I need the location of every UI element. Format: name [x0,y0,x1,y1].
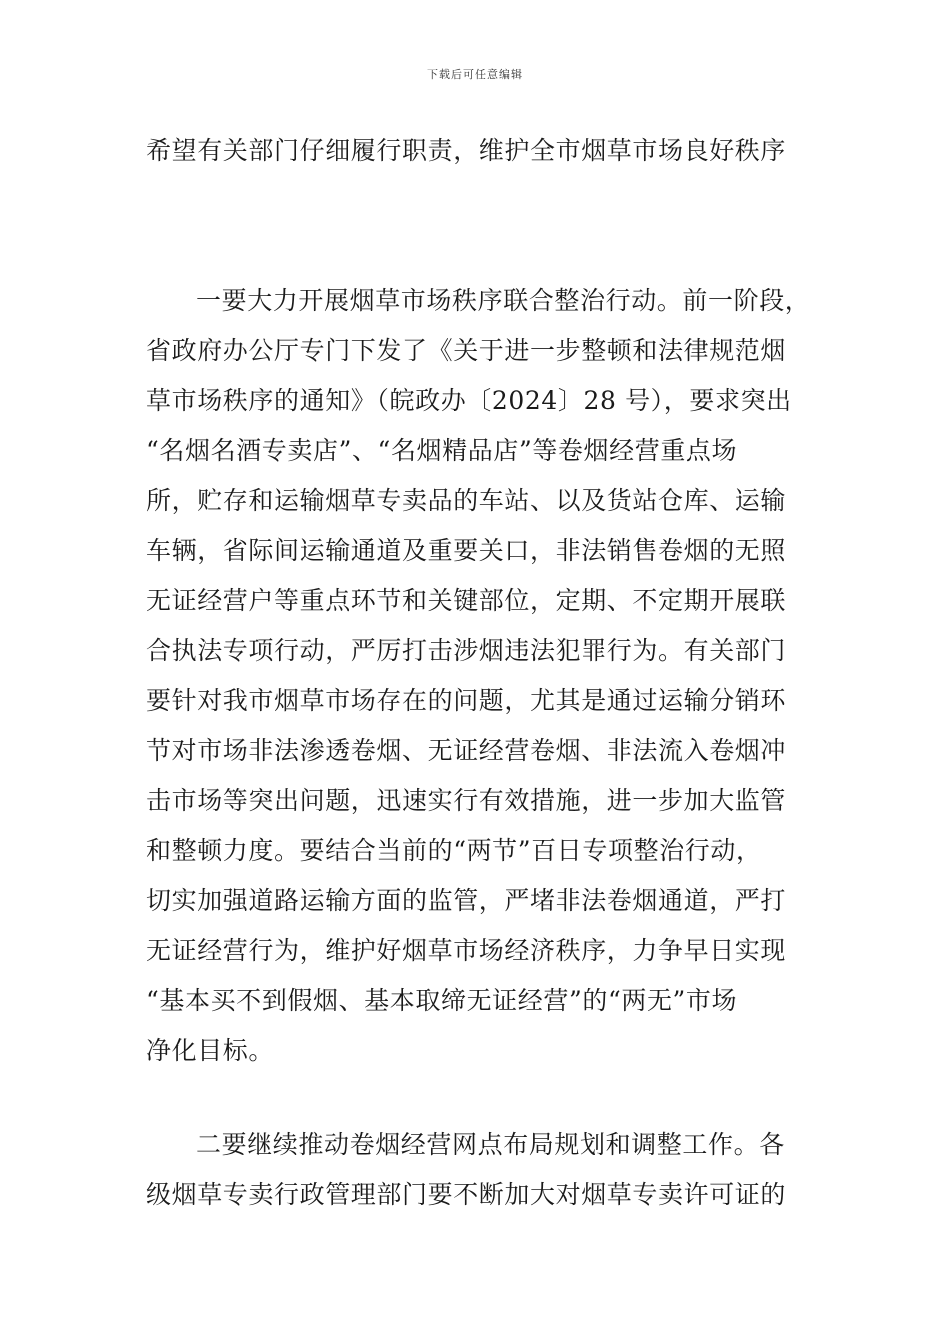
paragraph1-line: “基本买不到假烟、基本取缔无证经营”的“两无”市场 [146,986,738,1015]
paragraph1-line: 节对市场非法渗透卷烟、无证经营卷烟、非法流入卷烟冲 [146,736,787,765]
paragraph1-line: 要针对我市烟草市场存在的问题，尤其是通过运输分销环 [146,686,787,715]
header-note: 下载后可任意编辑 [427,68,523,81]
paragraph1-line: 无证经营行为，维护好烟草市场经济秩序，力争早日实现 [146,936,787,965]
paragraph1-line: 切实加强道路运输方面的监管，严堵非法卷烟通道，严打 [146,886,787,915]
paragraph2-line: 二要继续推动卷烟经营网点布局规划和调整工作。各 [196,1130,785,1159]
paragraph1-line: 和整顿力度。要结合当前的“两节”百日专项整治行动， [146,836,762,865]
paragraph1-line: 省政府办公厅专门下发了《关于进一步整顿和法律规范烟 [146,336,787,365]
paragraph1-line: “名烟名酒专卖店”、“名烟精品店”等卷烟经营重点场 [146,436,738,465]
paragraph1-line: 车辆，省际间运输通道及重要关口，非法销售卷烟的无照 [146,536,787,565]
paragraph1-line: 净化目标。 [146,1036,275,1065]
paragraph1-line: 击市场等突出问题，迅速实行有效措施，进一步加大监管 [146,786,787,815]
heading-line: 希望有关部门仔细履行职责，维护全市烟草市场良好秩序 [146,136,787,165]
paragraph2-line: 级烟草专卖行政管理部门要不断加大对烟草专卖许可证的 [146,1180,787,1209]
paragraph1-line: 所，贮存和运输烟草专卖品的车站、以及货站仓库、运输 [146,486,787,515]
paragraph1-line: 无证经营户等重点环节和关键部位，定期、不定期开展联 [146,586,787,615]
paragraph1-line: 一要大力开展烟草市场秩序联合整治行动。前一阶段， [196,286,811,315]
paragraph1-line: 草市场秩序的通知》（皖政办〔2024〕28 号），要求突出 [146,386,792,415]
paragraph1-line: 合执法专项行动，严厉打击涉烟违法犯罪行为。有关部门 [146,636,787,665]
